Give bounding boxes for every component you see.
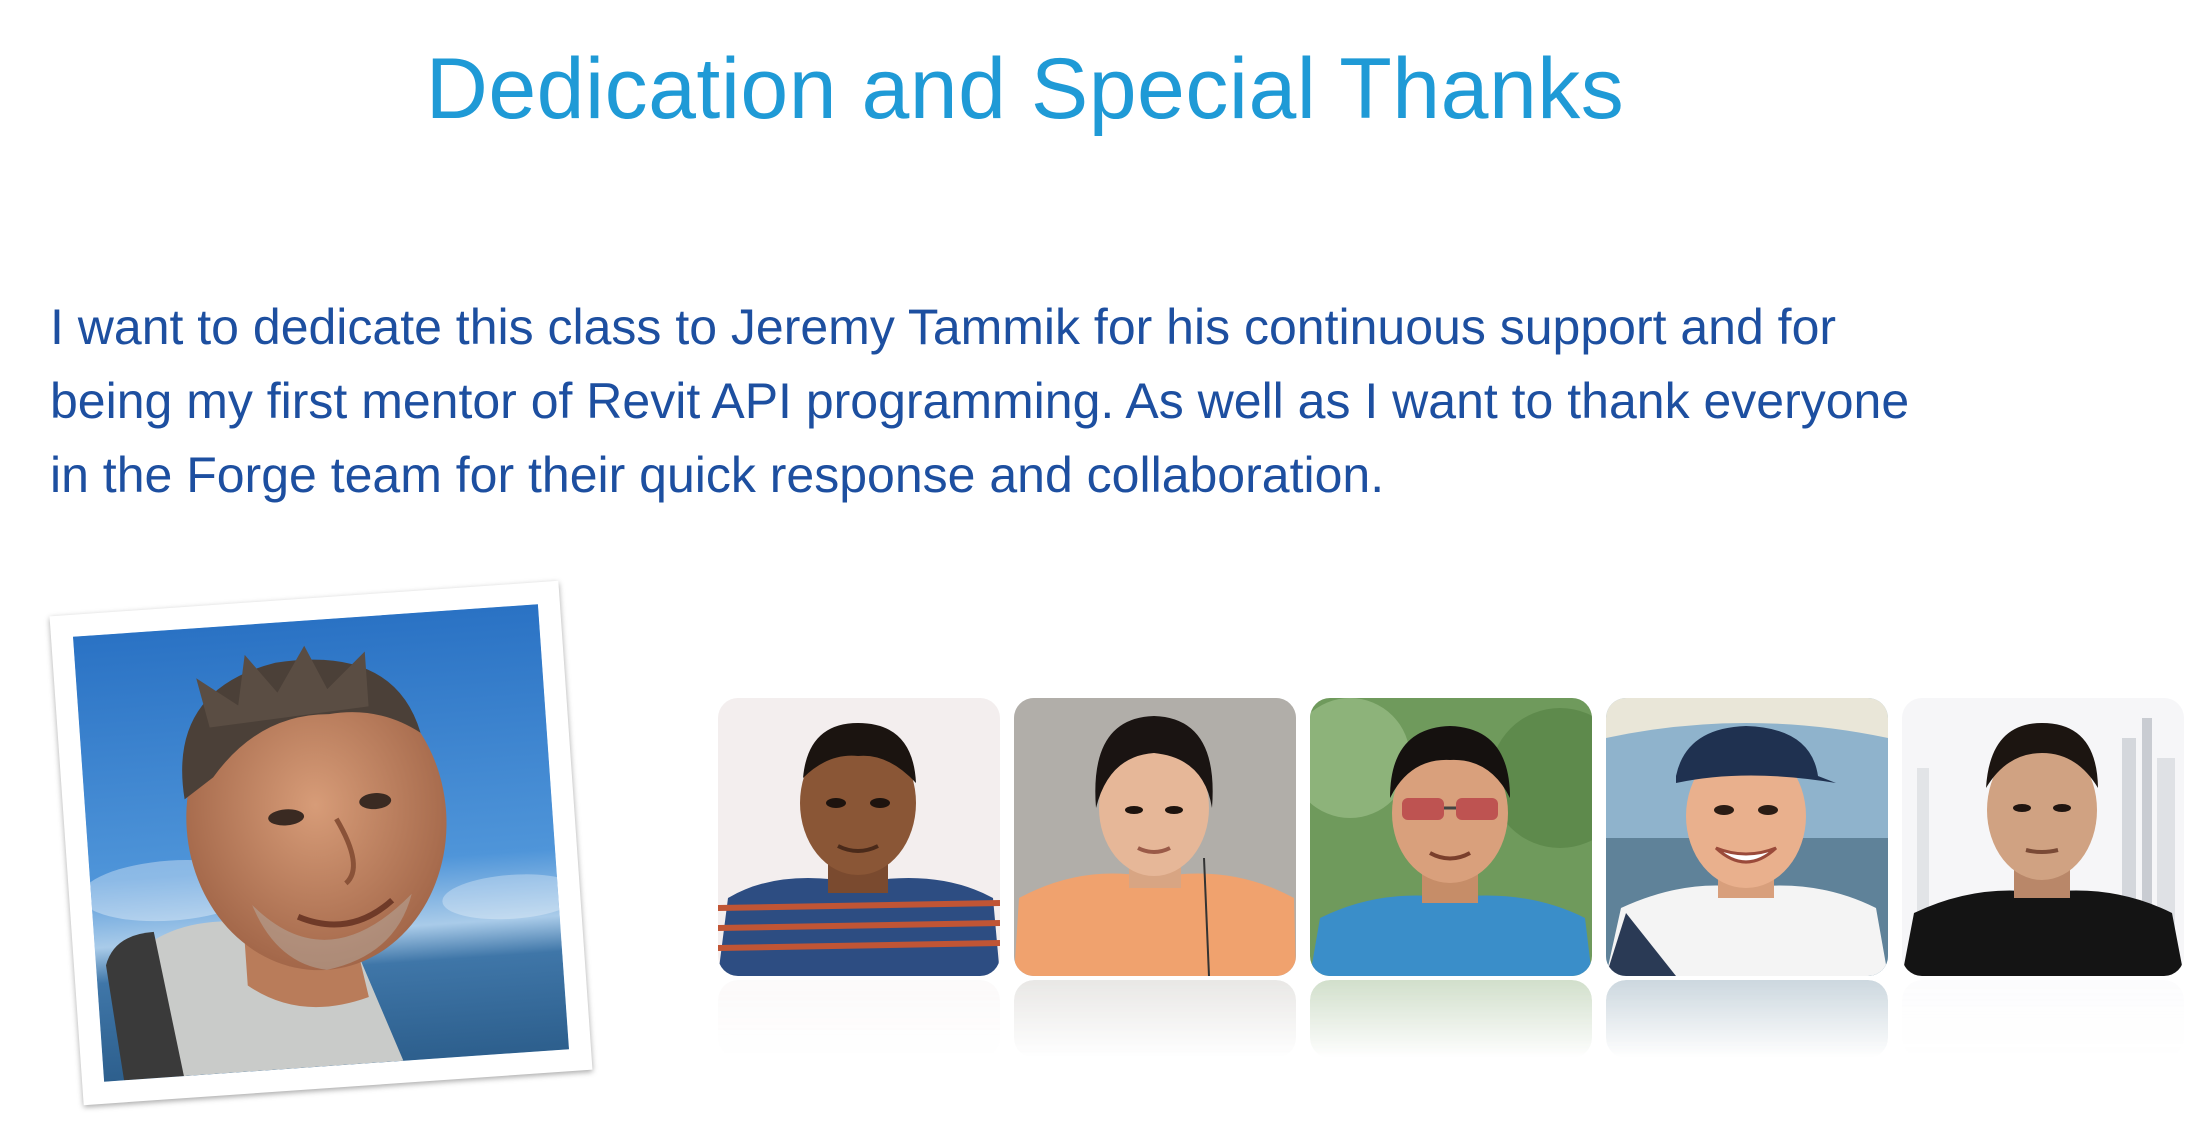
thanks-photo-1 <box>718 698 1000 1058</box>
portrait-photo-3 <box>1310 698 1592 976</box>
paragraph-line: in the Forge team for their quick response and collaboration. <box>50 447 1385 503</box>
dedication-photo-frame <box>50 581 593 1105</box>
paragraph-line: I want to dedicate this class to Jeremy Tammik for his continuous support and for <box>50 299 1837 355</box>
portrait-photo-4 <box>1606 698 1888 976</box>
thanks-photo-5 <box>1902 698 2184 1058</box>
photo-reflection <box>1310 980 1592 1058</box>
photo-reflection <box>1902 980 2184 1058</box>
portrait-photo-2 <box>1014 698 1296 976</box>
dedication-portrait-photo <box>73 604 569 1081</box>
photo-reflection <box>718 980 1000 1058</box>
photo-reflection <box>1606 980 1888 1058</box>
paragraph-line: being my first mentor of Revit API programming. As well as I want to thank everyone <box>50 373 1910 429</box>
thanks-photo-strip <box>718 698 2188 1058</box>
portrait-photo-1 <box>718 698 1000 976</box>
thanks-photo-4 <box>1606 698 1888 1058</box>
photo-reflection <box>1014 980 1296 1058</box>
slide-title: Dedication and Special Thanks <box>425 41 1625 137</box>
dedication-paragraph <box>50 290 2100 512</box>
thanks-photo-3 <box>1310 698 1592 1058</box>
portrait-photo-5 <box>1902 698 2184 976</box>
thanks-photo-2 <box>1014 698 1296 1058</box>
